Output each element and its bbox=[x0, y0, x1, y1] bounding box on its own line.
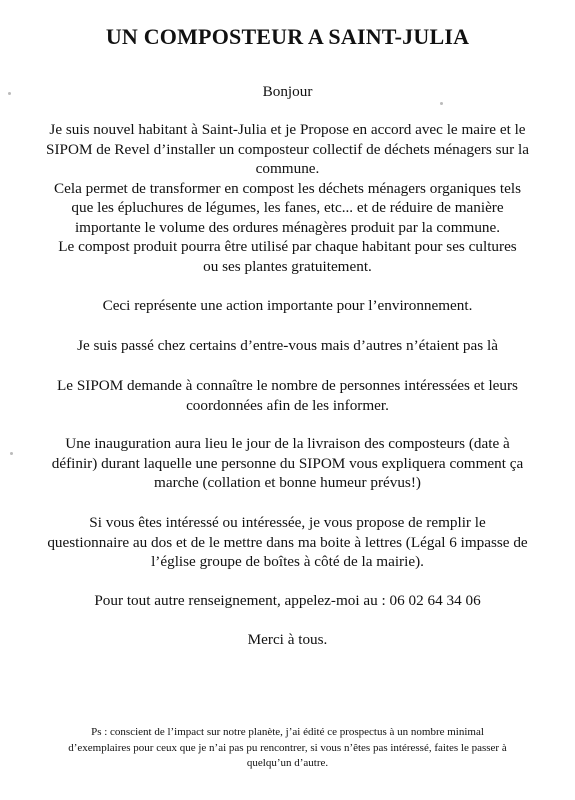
questionnaire-line: Si vous êtes intéressé ou intéressée, je vous propose de remplir le bbox=[89, 514, 486, 531]
intro-line: Je suis nouvel habitant à Saint-Julia et je Propose en accord avec le maire et le bbox=[49, 121, 526, 138]
postscript bbox=[14, 725, 561, 772]
intro-line: commune. bbox=[255, 160, 320, 177]
visit-paragraph: Je suis passé chez certains d’entre-vous mais d’autres n’étaient pas là bbox=[77, 337, 498, 354]
questionnaire-line: l’église groupe de boîtes à côté de la mairie). bbox=[151, 553, 424, 570]
questionnaire-paragraph bbox=[14, 513, 561, 572]
intro-line: que les épluchures de légumes, les fanes, etc... et de réduire de manière bbox=[71, 199, 504, 216]
thanks-paragraph: Merci à tous. bbox=[247, 631, 328, 648]
greeting: Bonjour bbox=[262, 83, 313, 100]
inauguration-line: Une inauguration aura lieu le jour de la livraison des composteurs (date à bbox=[65, 435, 510, 452]
postscript-line: Ps : conscient de l’impact sur notre planète, j’ai édité ce prospectus à un nombre minimal bbox=[91, 726, 484, 738]
scan-speck bbox=[440, 102, 443, 105]
intro-line: Le compost produit pourra être utilisé par chaque habitant pour ses cultures bbox=[58, 238, 517, 255]
scan-speck bbox=[8, 92, 11, 95]
intro-paragraph bbox=[14, 120, 561, 276]
intro-line: importante le volume des ordures ménagères produit par la commune. bbox=[74, 218, 501, 236]
intro-line: SIPOM de Revel d’installer un composteur collectif de déchets ménagers sur la bbox=[46, 140, 529, 158]
inauguration-line: définir) durant laquelle une personne du SIPOM vous expliquera comment ça bbox=[51, 454, 524, 472]
inauguration-paragraph bbox=[14, 434, 561, 493]
sipom-paragraph bbox=[14, 376, 561, 415]
environment-paragraph: Ceci représente une action importante pour l’environnement. bbox=[102, 297, 473, 314]
postscript-line: d’exemplaires pour ceux que je n’ai pas pu rencontrer, si vous n’êtes pas intéressé, faites le passer à bbox=[68, 741, 507, 754]
contact-paragraph: Pour tout autre renseignement, appelez-moi au : 06 02 64 34 06 bbox=[94, 592, 481, 609]
postscript-line: quelqu’un d’autre. bbox=[246, 757, 329, 769]
inauguration-line: marche (collation et bonne humeur prévus!) bbox=[154, 474, 421, 491]
sipom-line: Le SIPOM demande à connaître le nombre de personnes intéressées et leurs bbox=[57, 377, 518, 394]
scan-speck bbox=[10, 452, 13, 455]
intro-line: Cela permet de transformer en compost les déchets ménagers organiques tels bbox=[53, 179, 521, 197]
intro-line: ou ses plantes gratuitement. bbox=[203, 257, 372, 275]
questionnaire-line: questionnaire au dos et de le mettre dans ma boite à lettres (Légal 6 impasse de bbox=[47, 533, 528, 551]
flyer-title: UN COMPOSTEUR A SAINT-JULIA bbox=[105, 24, 470, 49]
sipom-line: coordonnées afin de les informer. bbox=[186, 396, 389, 414]
